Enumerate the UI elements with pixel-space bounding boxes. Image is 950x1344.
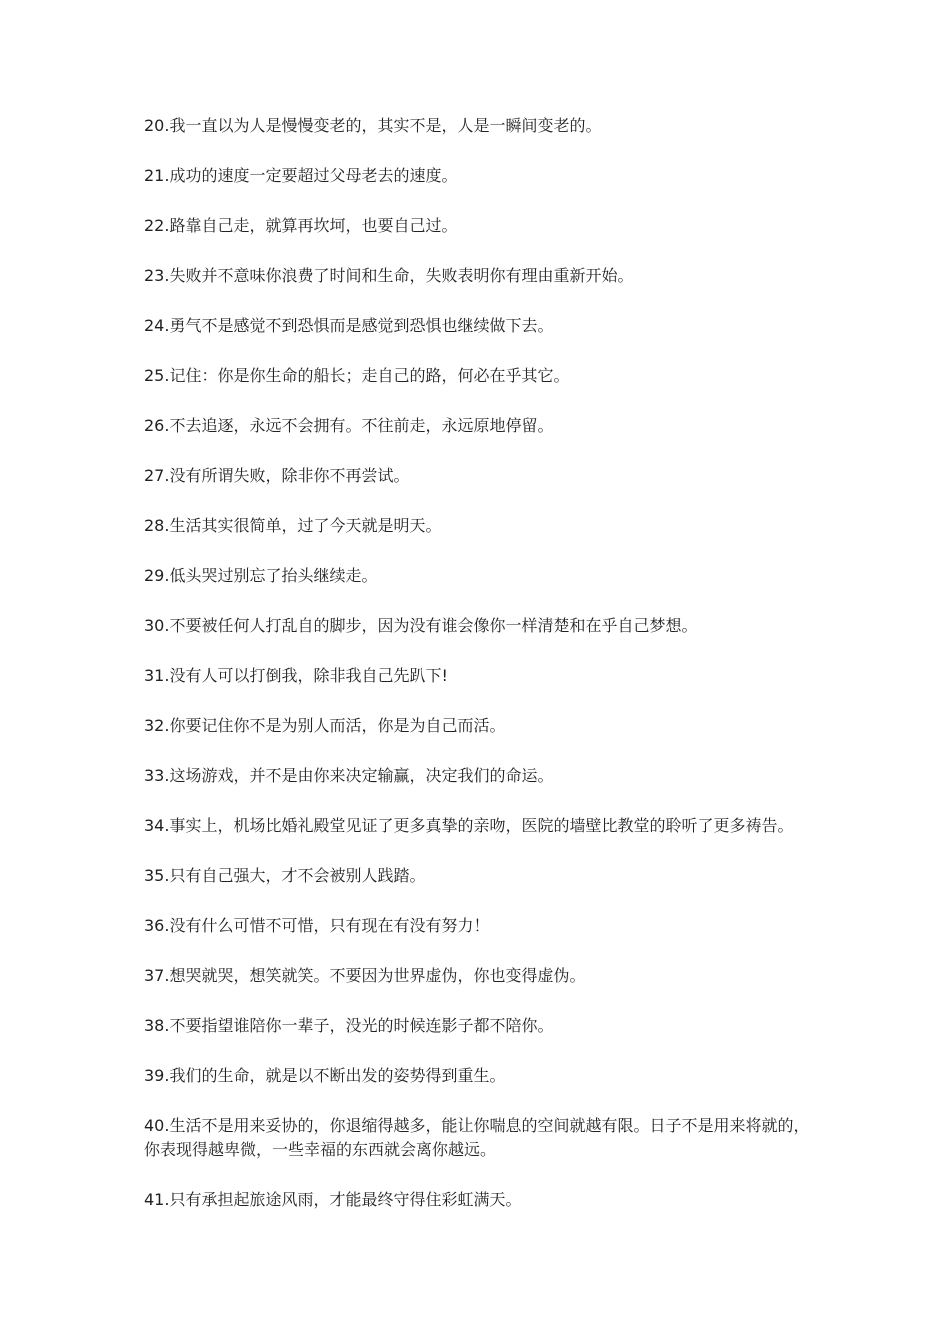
quote-item: 20.我一直以为人是慢慢变老的，其实不是，人是一瞬间变老的。 bbox=[144, 116, 602, 135]
quote-item: 23.失败并不意味你浪费了时间和生命，失败表明你有理由重新开始。 bbox=[144, 266, 634, 285]
quote-item: 29.低头哭过别忘了抬头继续走。 bbox=[144, 566, 378, 585]
quote-item: 33.这场游戏，并不是由你来决定输赢，决定我们的命运。 bbox=[144, 766, 554, 785]
quote-item: 30.不要被任何人打乱自的脚步，因为没有谁会像你一样清楚和在乎自己梦想。 bbox=[144, 616, 698, 635]
quote-item: 35.只有自己强大，才不会被别人践踏。 bbox=[144, 866, 426, 885]
quote-list bbox=[144, 114, 816, 1238]
quote-item: 36.没有什么可惜不可惜，只有现在有没有努力！ bbox=[144, 916, 490, 935]
quote-item: 34.事实上，机场比婚礼殿堂见证了更多真挚的亲吻，医院的墙壁比教堂的聆听了更多祷告。 bbox=[144, 816, 794, 835]
quote-item: 39.我们的生命，就是以不断出发的姿势得到重生。 bbox=[144, 1066, 506, 1085]
quote-item: 28.生活其实很简单，过了今天就是明天。 bbox=[144, 516, 442, 535]
quote-item: 32.你要记住你不是为别人而活，你是为自己而活。 bbox=[144, 716, 506, 735]
quote-item: 24.勇气不是感觉不到恐惧而是感觉到恐惧也继续做下去。 bbox=[144, 316, 554, 335]
quote-item: 40.生活不是用来妥协的，你退缩得越多，能让你喘息的空间就越有限。日子不是用来将就的，你表现得越卑微，一些幸福的东西就会离你越远。 bbox=[144, 1116, 810, 1159]
quote-item: 27.没有所谓失败，除非你不再尝试。 bbox=[144, 466, 410, 485]
quote-item: 22.路靠自己走，就算再坎坷，也要自己过。 bbox=[144, 216, 458, 235]
quote-item: 38.不要指望谁陪你一辈子，没光的时候连影子都不陪你。 bbox=[144, 1016, 554, 1035]
quote-item: 21.成功的速度一定要超过父母老去的速度。 bbox=[144, 166, 458, 185]
quote-item: 31.没有人可以打倒我，除非我自己先趴下! bbox=[144, 666, 448, 685]
quote-item: 26.不去追逐，永远不会拥有。不往前走，永远原地停留。 bbox=[144, 416, 554, 435]
quote-item: 25.记住：你是你生命的船长；走自己的路，何必在乎其它。 bbox=[144, 366, 570, 385]
quote-item: 41.只有承担起旅途风雨，才能最终守得住彩虹满天。 bbox=[144, 1190, 522, 1209]
quote-item: 37.想哭就哭，想笑就笑。不要因为世界虚伪，你也变得虚伪。 bbox=[144, 966, 586, 985]
